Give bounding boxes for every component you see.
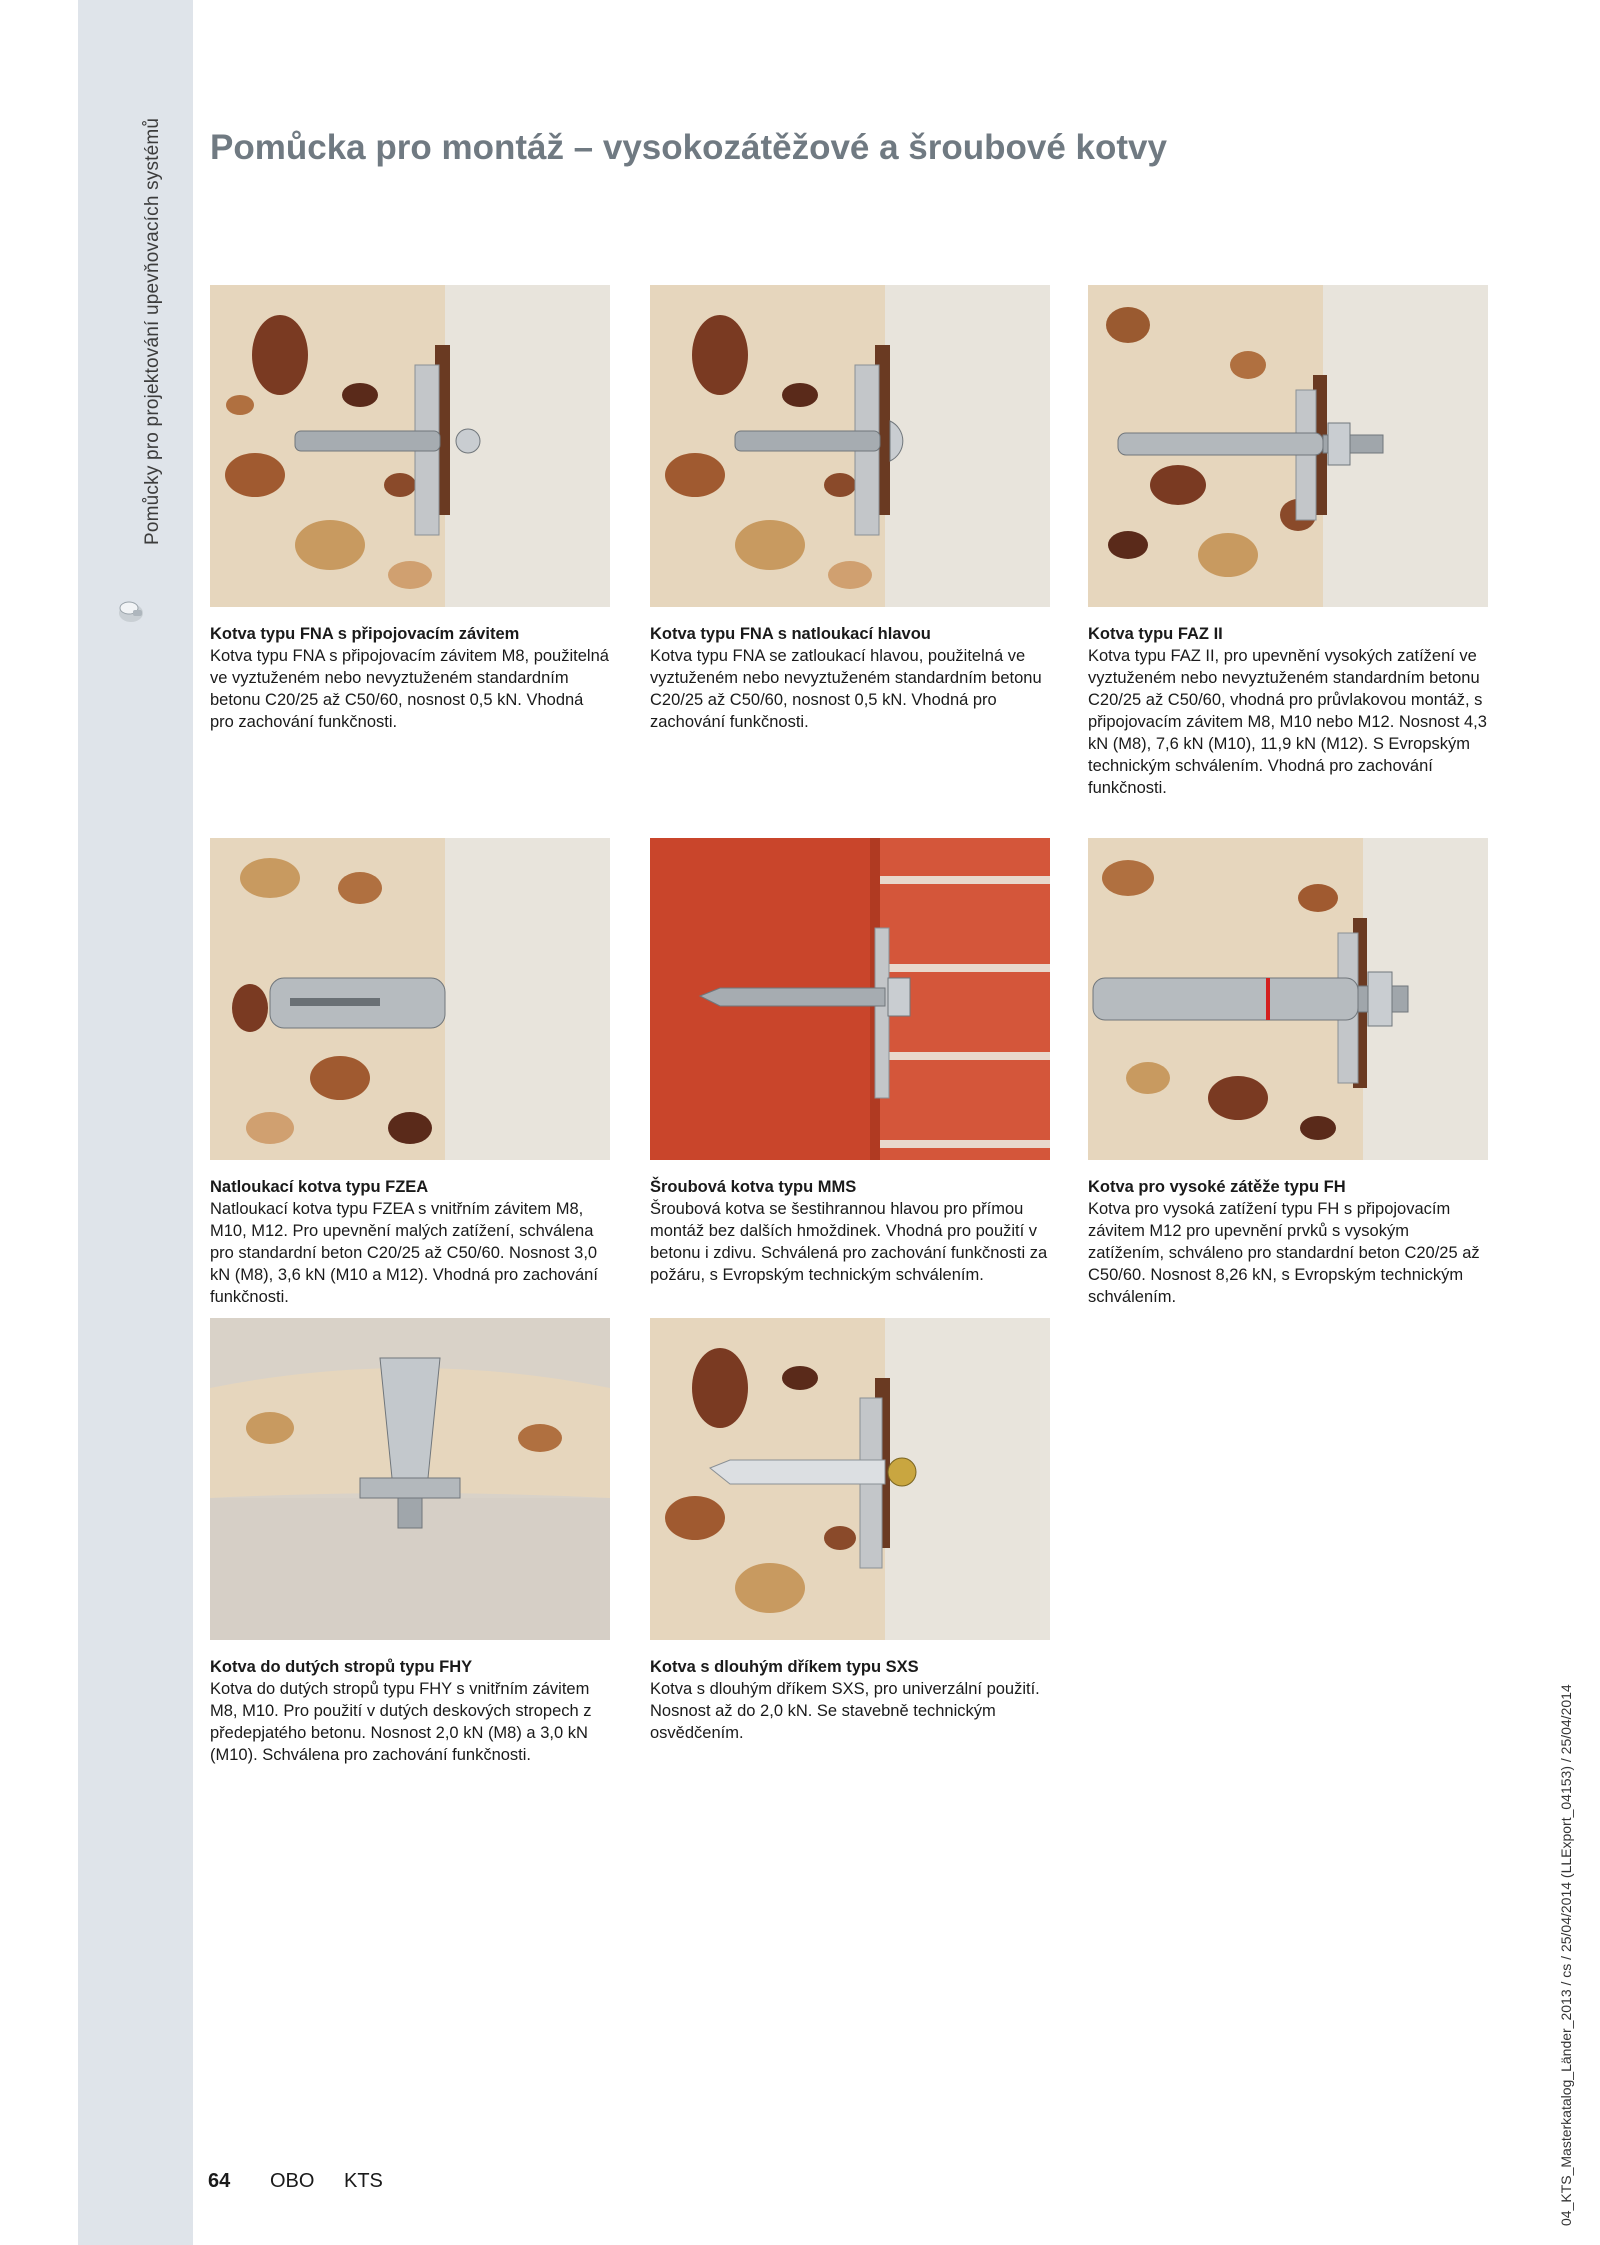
section-label: Pomůcky pro projektování upevňovacích systémů: [142, 117, 163, 545]
product-image-mms: [650, 838, 1050, 1160]
page-number: 64: [208, 2170, 231, 2192]
product-description: Šroubová kotva se šestihrannou hlavou pro přímou montáž bez dalších hmoždinek. Vhodná pro použití v betonu i zdivu. Schválená pro zachování funkčnosti za požáru, s Evropským technickým schválením.: [650, 1200, 1048, 1284]
product-card-fh: [1088, 838, 1488, 1308]
product-image-sxs: [650, 1318, 1050, 1640]
product-description: Natloukací kotva typu FZEA s vnitřním závitem M8, M10, M12. Pro upevnění malých zatížení, schválena pro standardní beton C20/25 až C50/60. Nosnost 3,0 kN (M8), 3,6 kN (M10 a M12). Vhodná pro zachování funkčnosti.: [210, 1200, 598, 1306]
product-description: Kotva s dlouhým dříkem SXS, pro univerzální použití. Nosnost až do 2,0 kN. Se stavebně technickým osvědčením.: [650, 1680, 1040, 1742]
product-title: Kotva typu FAZ II: [1088, 625, 1223, 643]
product-card-fna-head: [650, 285, 1050, 733]
product-title: Šroubová kotva typu MMS: [650, 1178, 857, 1196]
product-card-fzea: [210, 838, 610, 1308]
product-card-sxs: [650, 1318, 1050, 1744]
product-image-fna-head: [650, 285, 1050, 607]
product-card-fhy: [210, 1318, 610, 1766]
product-description: Kotva do dutých stropů typu FHY s vnitřním závitem M8, M10. Pro použití v dutých deskových stropech z předepjatého betonu. Nosnost 2,0 kN (M8) a 3,0 kN (M10). Schválena pro zachování funkčnosti.: [210, 1680, 592, 1764]
product-description: Kotva typu FNA se zatloukací hlavou, použitelná ve vyztuženém nebo nevyztuženém standardním betonu C20/25 až C50/60, nosnost 0,5 kN. Vhodná pro zachování funkčnosti.: [650, 647, 1042, 731]
fastener-icon: [116, 596, 146, 626]
product-image-faz2: [1088, 285, 1488, 607]
page-title: Pomůcka pro montáž – vysokozátěžové a šroubové kotvy: [210, 128, 1167, 167]
brand-name: OBO: [270, 2170, 315, 2192]
product-title: Kotva s dlouhým dříkem typu SXS: [650, 1658, 919, 1676]
product-image-fhy: [210, 1318, 610, 1640]
product-card-faz2: [1088, 285, 1488, 799]
product-image-fna-thread: [210, 285, 610, 607]
product-image-fh: [1088, 838, 1488, 1160]
product-title: Natloukací kotva typu FZEA: [210, 1178, 429, 1196]
product-title: Kotva do dutých stropů typu FHY: [210, 1658, 473, 1676]
product-title: Kotva typu FNA s natloukací hlavou: [650, 625, 931, 643]
catalog-name: KTS: [344, 2170, 383, 2192]
sidebar-band: [78, 0, 193, 2245]
product-title: Kotva typu FNA s připojovacím závitem: [210, 625, 520, 643]
print-metadata: 04_KTS_Masterkatalog_Länder_2013 / cs / 25/04/2014 (LLExport_04153) / 25/04/2014: [1558, 1684, 1574, 2226]
product-image-fzea: [210, 838, 610, 1160]
product-description: Kotva pro vysoká zatížení typu FH s připojovacím závitem M12 pro upevnění prvků s vysokým zatížením, schváleno pro standardní beton C20/25 až C50/60. Nosnost 8,26 kN, s Evropským technickým schválením.: [1088, 1200, 1480, 1306]
product-title: Kotva pro vysoké zátěže typu FH: [1088, 1178, 1346, 1196]
product-description: Kotva typu FAZ II, pro upevnění vysokých zatížení ve vyztuženém nebo nevyztuženém standardním betonu C20/25 až C50/60, vhodná pro průvlakovou montáž, s připojovacím závitem M8, M10 nebo M12. Nosnost 4,3 kN (M8), 7,6 kN (M10), 11,9 kN (M12). S Evropským technickým schválením. Vhodná pro zachování funkčnosti.: [1088, 647, 1487, 797]
product-card-fna-thread: [210, 285, 610, 733]
product-card-mms: [650, 838, 1050, 1286]
product-description: Kotva typu FNA s připojovacím závitem M8, použitelná ve vyztuženém nebo nevyztuženém standardním betonu C20/25 až C50/60, nosnost 0,5 kN. Vhodná pro zachování funkčnosti.: [210, 647, 609, 731]
